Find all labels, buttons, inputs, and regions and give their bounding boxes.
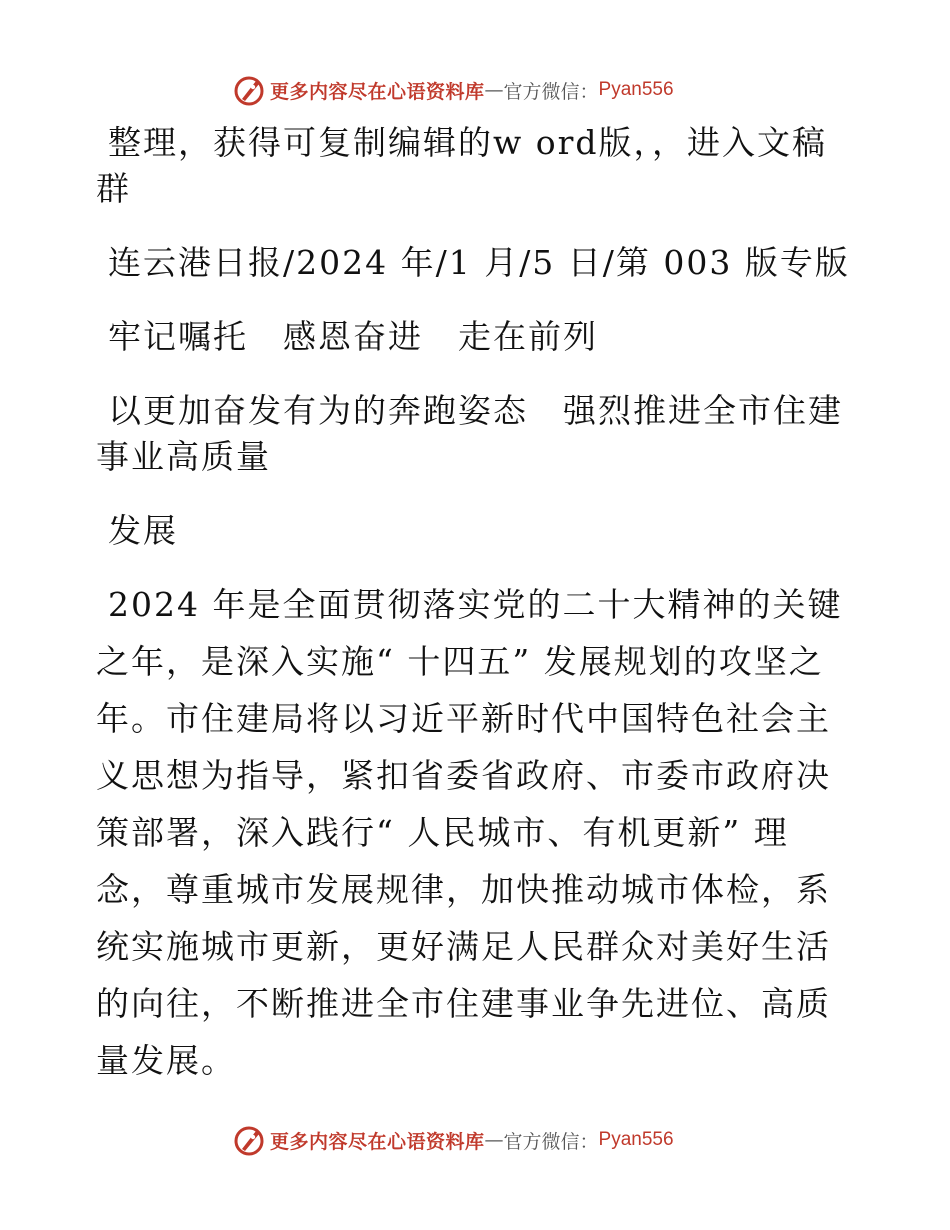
body-paragraph: 2024 年是全面贯彻落实党的二十大精神的关键之年，是深入实施“ 十四五” 发展规划的攻坚之年。市住建局将以习近平新时代中国特色社会主义思想为指导，紧扣省委省政府、市委市政府决策部署，深入践行“ 人民城市、有机更新” 理念，尊重城市发展规律，加快推动城市体检，系统实施城市更新，更好满足人民群众对美好生活的向往，不断推进全市住建事业争先进位、高质量发展。 <box>96 585 843 1080</box>
source-line: 连云港日报/2024 年/1 月/5 日/第 003 版专版 <box>108 243 850 282</box>
intro-text: 整理，获得可复制编辑的w ord版，，进入文稿群 <box>96 123 828 208</box>
headline-tail: 发展 <box>108 511 178 550</box>
watermark-separator: — <box>484 1129 504 1151</box>
watermark-brand: 更多内容尽在心语资料库 <box>270 80 485 103</box>
header-watermark <box>0 70 950 110</box>
watermark-wechat-label: 官方微信： <box>503 80 599 103</box>
watermark-wechat-id: Pyan556 <box>598 1129 674 1150</box>
footer-watermark <box>0 1120 950 1160</box>
watermark-separator: — <box>484 79 504 101</box>
slogan: 牢记嘱托 感恩奋进 走在前列 <box>108 317 598 356</box>
quill-logo-icon <box>232 1123 266 1157</box>
watermark-wechat-id: Pyan556 <box>598 79 674 100</box>
headline: 以更加奋发有为的奔跑姿态 强烈推进全市住建事业高质量 <box>96 391 843 476</box>
watermark-brand: 更多内容尽在心语资料库 <box>270 1130 485 1153</box>
watermark-wechat-label: 官方微信： <box>503 1130 599 1153</box>
quill-logo-icon <box>232 73 266 107</box>
document-body <box>96 120 851 1089</box>
